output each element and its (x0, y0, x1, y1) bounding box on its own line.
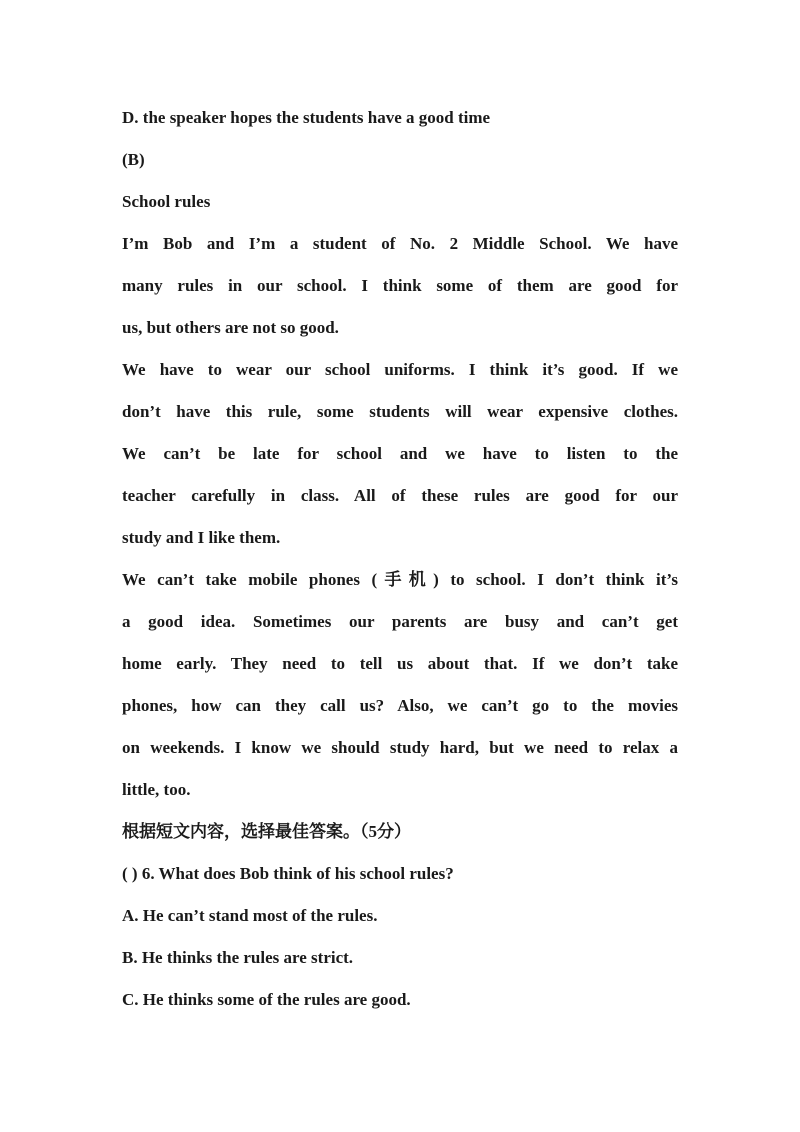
option-b: B. He thinks the rules are strict. (122, 948, 354, 967)
paragraph-line: us, but others are not so good. (122, 318, 339, 337)
document-body (122, 97, 678, 1021)
paragraph-line: We can’t be late for school and we have to listen to the (122, 444, 678, 463)
option-d-line: D. the speaker hopes the students have a good time (122, 108, 491, 127)
paragraph-line: home early. They need to tell us about that. If we don’t take (122, 654, 678, 673)
instruction-line: 根据短文内容，选择最佳答案。（5分） (122, 822, 411, 841)
question-6: ( ) 6. What does Bob think of his school rules? (122, 864, 454, 883)
section-label: (B) (122, 150, 145, 169)
paragraph-line: many rules in our school. I think some of them are good for (122, 276, 678, 295)
paragraph-line: We have to wear our school uniforms. I think it’s good. If we (122, 360, 678, 379)
paragraph-line: a good idea. Sometimes our parents are busy and can’t get (122, 612, 678, 631)
passage-title: School rules (122, 192, 211, 211)
paragraph-line: little, too. (122, 780, 191, 799)
paragraph-line: phones, how can they call us? Also, we can’t go to the movies (122, 696, 678, 715)
paragraph-line: teacher carefully in class. All of these rules are good for our (122, 486, 678, 505)
option-a: A. He can’t stand most of the rules. (122, 906, 378, 925)
paragraph-line: We can’t take mobile phones (手机) to school. I don’t think it’s (122, 570, 678, 589)
paragraph-line: I’m Bob and I’m a student of No. 2 Middle School. We have (122, 234, 678, 253)
paragraph-line: study and I like them. (122, 528, 281, 547)
option-c: C. He thinks some of the rules are good. (122, 990, 411, 1009)
paragraph-line: don’t have this rule, some students will wear expensive clothes. (122, 402, 678, 421)
paragraph-line: on weekends. I know we should study hard, but we need to relax a (122, 738, 678, 757)
